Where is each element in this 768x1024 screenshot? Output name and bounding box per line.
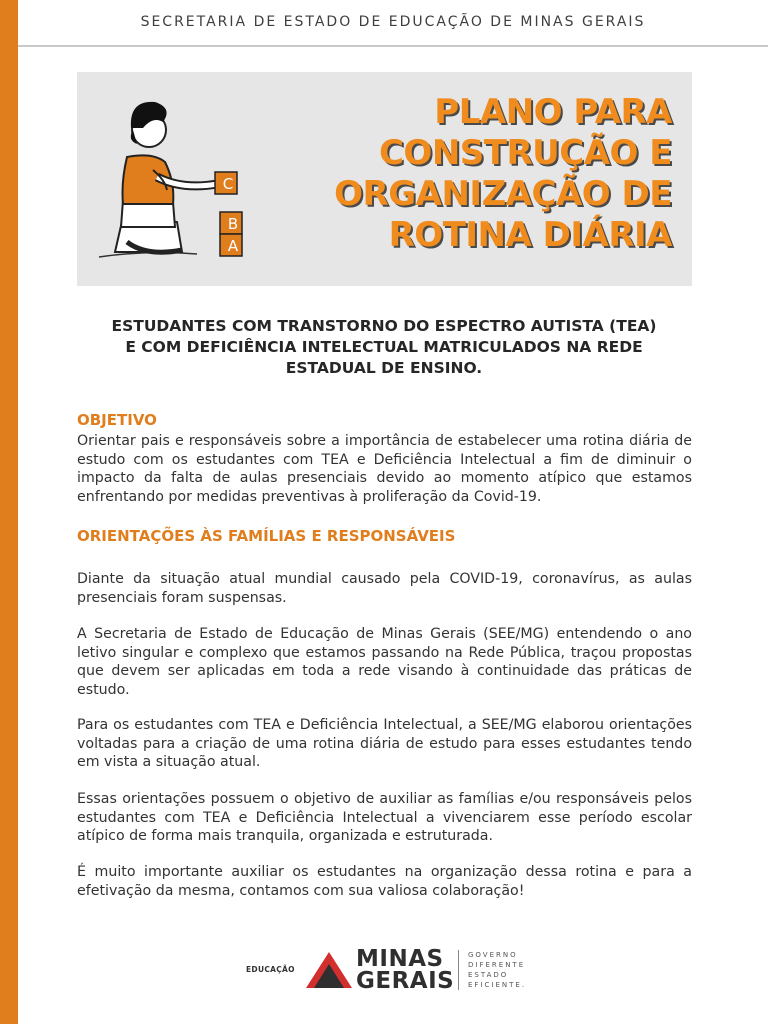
objective-text: Orientar pais e responsáveis sobre a importância de estabelecer uma rotina diária de estudo com os estudantes com TEA e Deficiência Intelectual a fim de diminuir o impacto da falta de aulas presenciais devido ao momento atípico que estamos enfrentando por medidas preventivas à proliferação da Covid-19. [77,433,692,506]
guidance-paragraph: Diante da situação atual mundial causado pela COVID-19, coronavírus, as aulas presenciais foram suspensas. [77,571,692,606]
footer-logo [246,944,536,1000]
guidance-paragraph: Para os estudantes com TEA e Deficiência Intelectual, a SEE/MG elaborou orientações voltadas para a criação de uma rotina diária de estudo para esses estudantes tendo em vista a situação atual. [77,717,692,771]
logo-divider [458,950,459,990]
logo-tagline: GOVERNO [468,951,518,959]
document-subtitle [60,316,708,379]
guidance-heading: ORIENTAÇÕES ÀS FAMÍLIAS E RESPONSÁVEIS [77,527,456,545]
hero-title-line: ORGANIZAÇÃO DE [334,174,672,214]
guidance-paragraph: A Secretaria de Estado de Educação de Minas Gerais (SEE/MG) entendendo o ano letivo singular e complexo que estamos passando na Rede Pública, traçou propostas que devem ser aplicadas em toda a rede visando à continuidade das práticas de estudo. [77,626,692,699]
logo-tagline: DIFERENTE [468,961,526,969]
guidance-paragraph: É muito importante auxiliar os estudantes na organização dessa rotina e para a efetivação da mesma, contamos com sua valiosa colaboração! [77,864,692,899]
block-a-letter: A [227,237,239,255]
header-divider [18,45,768,47]
logo-tagline: EFICIENTE. [468,981,527,989]
hero-banner [77,72,692,286]
subtitle-line: ESTUDANTES COM TRANSTORNO DO ESPECTRO AUTISTA (TEA) [111,317,657,335]
hero-title [334,92,672,256]
subtitle-line: ESTADUAL DE ENSINO. [285,359,483,377]
block-c-letter: C [222,175,234,193]
logo-word-gerais: GERAIS [356,968,455,994]
block-b-letter: B [227,215,239,233]
objective-heading: OBJETIVO [77,411,157,429]
logo-tagline: ESTADO [468,971,509,979]
hero-title-line: CONSTRUÇÃO E [378,133,672,173]
side-accent-bar [0,0,18,1024]
hero-title-line: PLANO PARA [434,92,672,132]
minas-gerais-logo-icon [304,950,354,990]
guidance-paragraph: Essas orientações possuem o objetivo de auxiliar as famílias e/ou responsáveis pelos estudantes com TEA e Deficiência Intelectual a vivenciarem esse período escolar atípico de forma mais tranquila, organizada e estruturada. [77,791,692,845]
child-playing-blocks-illustration [87,82,287,282]
header-title: SECRETARIA DE ESTADO DE EDUCAÇÃO DE MINAS GERAIS [140,14,646,30]
logo-word-minas: MINAS [356,946,444,972]
hero-title-line: ROTINA DIÁRIA [388,215,672,255]
education-label: EDUCAÇÃO [246,965,295,974]
subtitle-line: E COM DEFICIÊNCIA INTELECTUAL MATRICULADOS NA REDE [125,338,643,356]
